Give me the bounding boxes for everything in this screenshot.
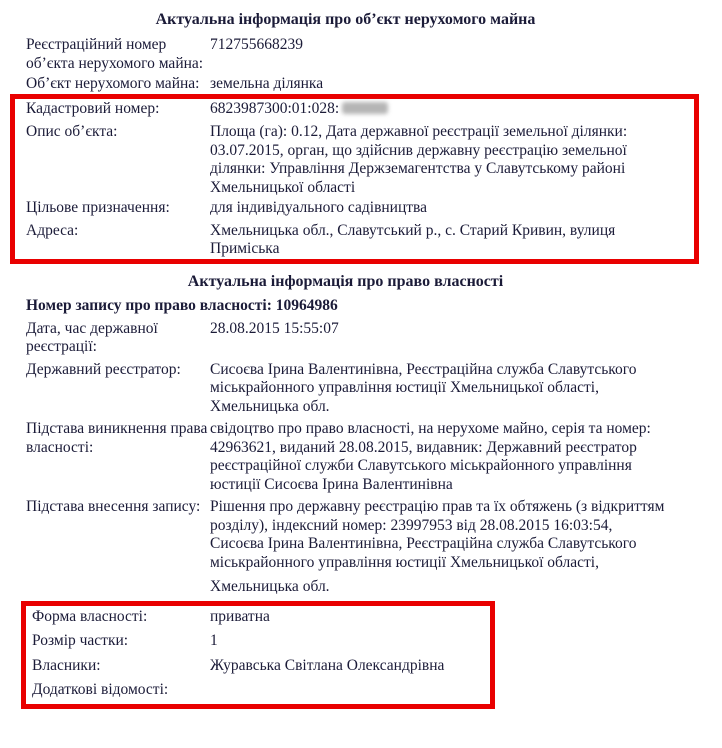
- field-label: Підстава виникнення права власності:: [26, 420, 208, 456]
- field-value: 1: [210, 632, 218, 649]
- field-label: Реєстраційний номер об’єкта нерухомого майна:: [26, 36, 204, 72]
- field-label: Розмір частки:: [32, 632, 129, 649]
- field-row-address: [26, 222, 681, 259]
- field-value: [210, 498, 665, 597]
- field-label: Цільове призначення:: [26, 199, 170, 216]
- section-title-ownership: Актуальна інформація про право власності: [187, 272, 504, 290]
- record-basis-region: Хмельницька обл.: [210, 578, 330, 595]
- field-value: Хмельницька обл., Славутський р., с. Старий Кривин, вулиця Приміська: [210, 221, 616, 257]
- field-label: Кадастровий номер:: [26, 99, 160, 117]
- field-value: свідоцтво про право власності, на нерухоме майно, серія та номер: 42963621, виданий 28.08.2015, видавник: Державний реєстратор реєстраційної служби Славутського міськрайонного управління юстиції Сисоєва Ірина Валентинівна: [210, 420, 651, 493]
- field-row-object-description: [26, 123, 681, 197]
- field-value: 28.08.2015 15:55:07: [210, 319, 339, 337]
- field-label: Додаткові відомості:: [32, 681, 169, 698]
- field-label: Адреса:: [26, 221, 79, 239]
- field-row-state-registrar: [26, 361, 665, 417]
- field-row-owners: [32, 657, 484, 676]
- field-label: Об’єкт нерухомого майна:: [26, 75, 200, 92]
- field-value: для індивідуального садівництва: [210, 199, 428, 216]
- field-row-registration-number: [26, 36, 665, 73]
- field-row-purpose: [26, 199, 681, 218]
- field-row-registration-datetime: [26, 320, 665, 357]
- field-row-additional-info: [32, 681, 484, 700]
- ownership-fields: [26, 320, 665, 597]
- field-label: Опис об’єкта:: [26, 123, 118, 140]
- field-value: приватна: [210, 607, 270, 625]
- field-row-share-size: [32, 632, 484, 651]
- field-row-ownership-basis: [26, 420, 665, 494]
- field-value: Площа (га): 0.12, Дата державної реєстрації земельної ділянки: 03.07.2015, орган, що здійснив державну реєстрацію земельної ділянки: Управління Держземагентства у Славутському районі Хмельницької області: [210, 123, 628, 196]
- redacted-value-blur: [342, 102, 388, 114]
- field-value: [210, 100, 665, 119]
- section-title-object-info: Актуальна інформація про об’єкт нерухомого майна: [155, 11, 536, 28]
- highlight-box-ownership-details: [21, 601, 495, 709]
- field-value: Сисоєва Ірина Валентинівна, Реєстраційна служба Славутського міськрайонного управління юстиції Хмельницької області, Хмельницька обл.: [210, 360, 637, 415]
- field-label: Державний реєстратор:: [26, 360, 181, 378]
- field-row-cadastral-number: [26, 100, 681, 119]
- field-label: Підстава внесення запису:: [26, 498, 201, 515]
- field-row-object-type: [26, 75, 665, 94]
- field-value: земельна ділянка: [210, 75, 324, 92]
- field-label: Власники:: [32, 656, 101, 674]
- field-value: 712755668239: [210, 36, 303, 53]
- record-basis-text: Рішення про державну реєстрацію прав та їх обтяжень (з відкриттям розділу), індексний номер: 23997953 від 28.08.2015 16:03:54, Сисоєва Ірина Валентинівна, Реєстраційна служба Славутського міськрайонного управління юстиції Хмельницької області,: [210, 498, 665, 571]
- field-row-ownership-form: [32, 608, 484, 627]
- field-label: Форма власності:: [32, 607, 148, 625]
- field-row-record-basis: [26, 498, 665, 597]
- ownership-record-number: Номер запису про право власності: 10964986: [26, 296, 338, 314]
- field-label: Дата, час державної реєстрації:: [26, 319, 158, 355]
- cadastral-number-value: 6823987300:01:028:: [210, 99, 340, 117]
- field-value: Журавська Світлана Олександрівна: [210, 656, 445, 674]
- highlight-box-object-details: [10, 94, 699, 264]
